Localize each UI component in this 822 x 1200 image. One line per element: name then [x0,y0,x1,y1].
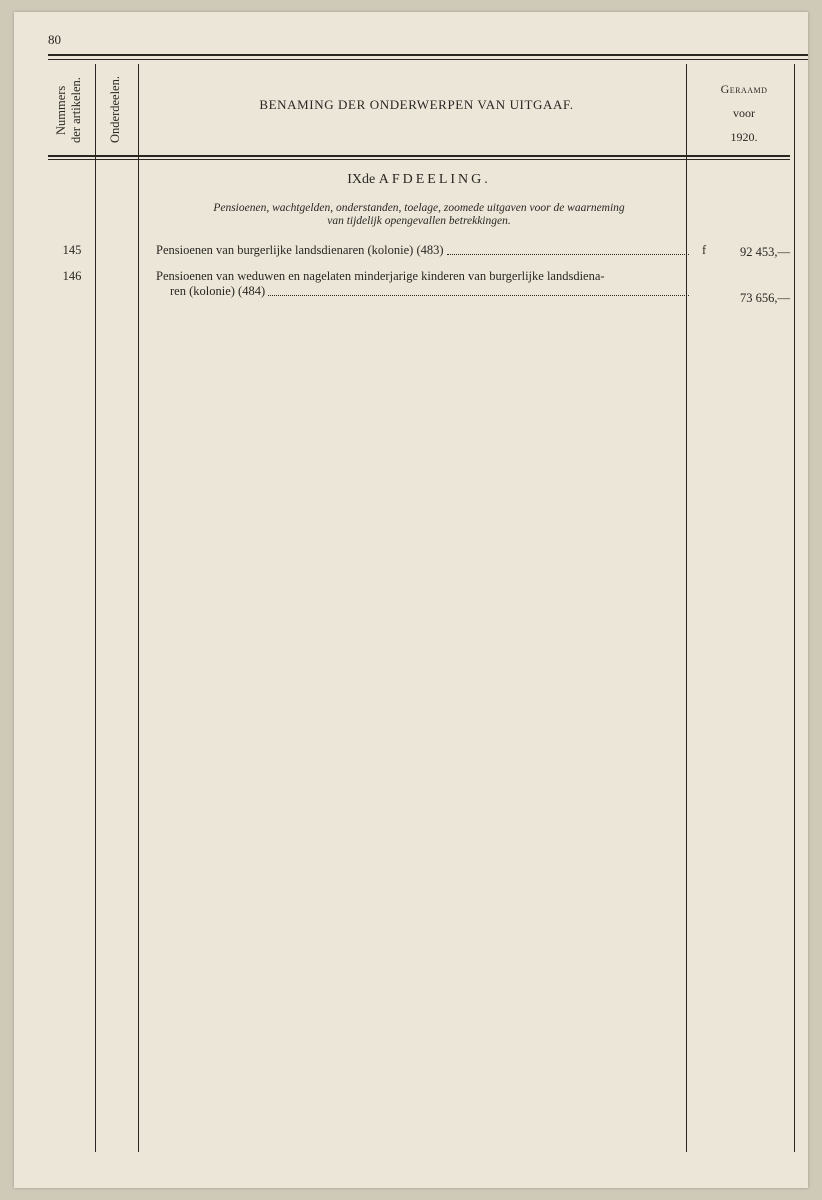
header-bottom-rule [48,155,790,157]
row-text: ren (kolonie) (484) [170,284,266,298]
row-text: Pensioenen van burgerlijke landsdienaren (kolonie) (483) [156,243,444,257]
currency-symbol: f [702,243,707,257]
section-subtitle-line2: van tijdelijk opengevallen betrekkingen. [327,215,511,227]
column-divider-2 [138,64,139,1152]
row-amount: 92 453,— [740,245,790,259]
header-title: BENAMING DER ONDERWERPEN VAN UITGAAF. [259,97,574,112]
leader-dots [447,254,689,255]
top-rule-thick [48,54,808,56]
row-number: 145 [62,243,82,257]
header-nummers-line1: Nummers [54,85,68,135]
section-subtitle [144,202,694,228]
header-onderdeelen-label: Onderdeelen. [108,76,122,144]
column-divider-4 [794,64,795,1152]
top-rule-thin [48,59,808,60]
header-geraamd-line1: Geraamd [720,82,768,96]
header-bottom-rule-thin [48,159,790,160]
section-heading [144,172,694,188]
section-title: AFDEELING. [378,172,491,187]
row-description-line2 [170,284,691,299]
page-number: 80 [48,32,61,47]
section-prefix: IXde [347,172,376,187]
leader-dots [268,295,689,296]
row-number: 146 [62,269,82,283]
row-description-line1: Pensioenen van weduwen en nagelaten minderjarige kinderen van burgerlijke landsdiena- [156,269,605,283]
column-divider-1 [95,64,96,1152]
row-description [156,243,691,258]
header-geraamd-line2: voor [733,106,755,120]
row-amount: 73 656,— [740,291,790,305]
header-nummers [54,68,86,152]
section-subtitle-line1: Pensioenen, wachtgelden, onderstanden, toelage, zoomede uitgaven voor de waarneming [213,202,625,214]
header-geraamd-line3: 1920. [730,130,758,144]
header-nummers-line2: der artikelen. [69,77,83,143]
document-page [14,12,808,1188]
header-onderdeelen [108,68,126,152]
